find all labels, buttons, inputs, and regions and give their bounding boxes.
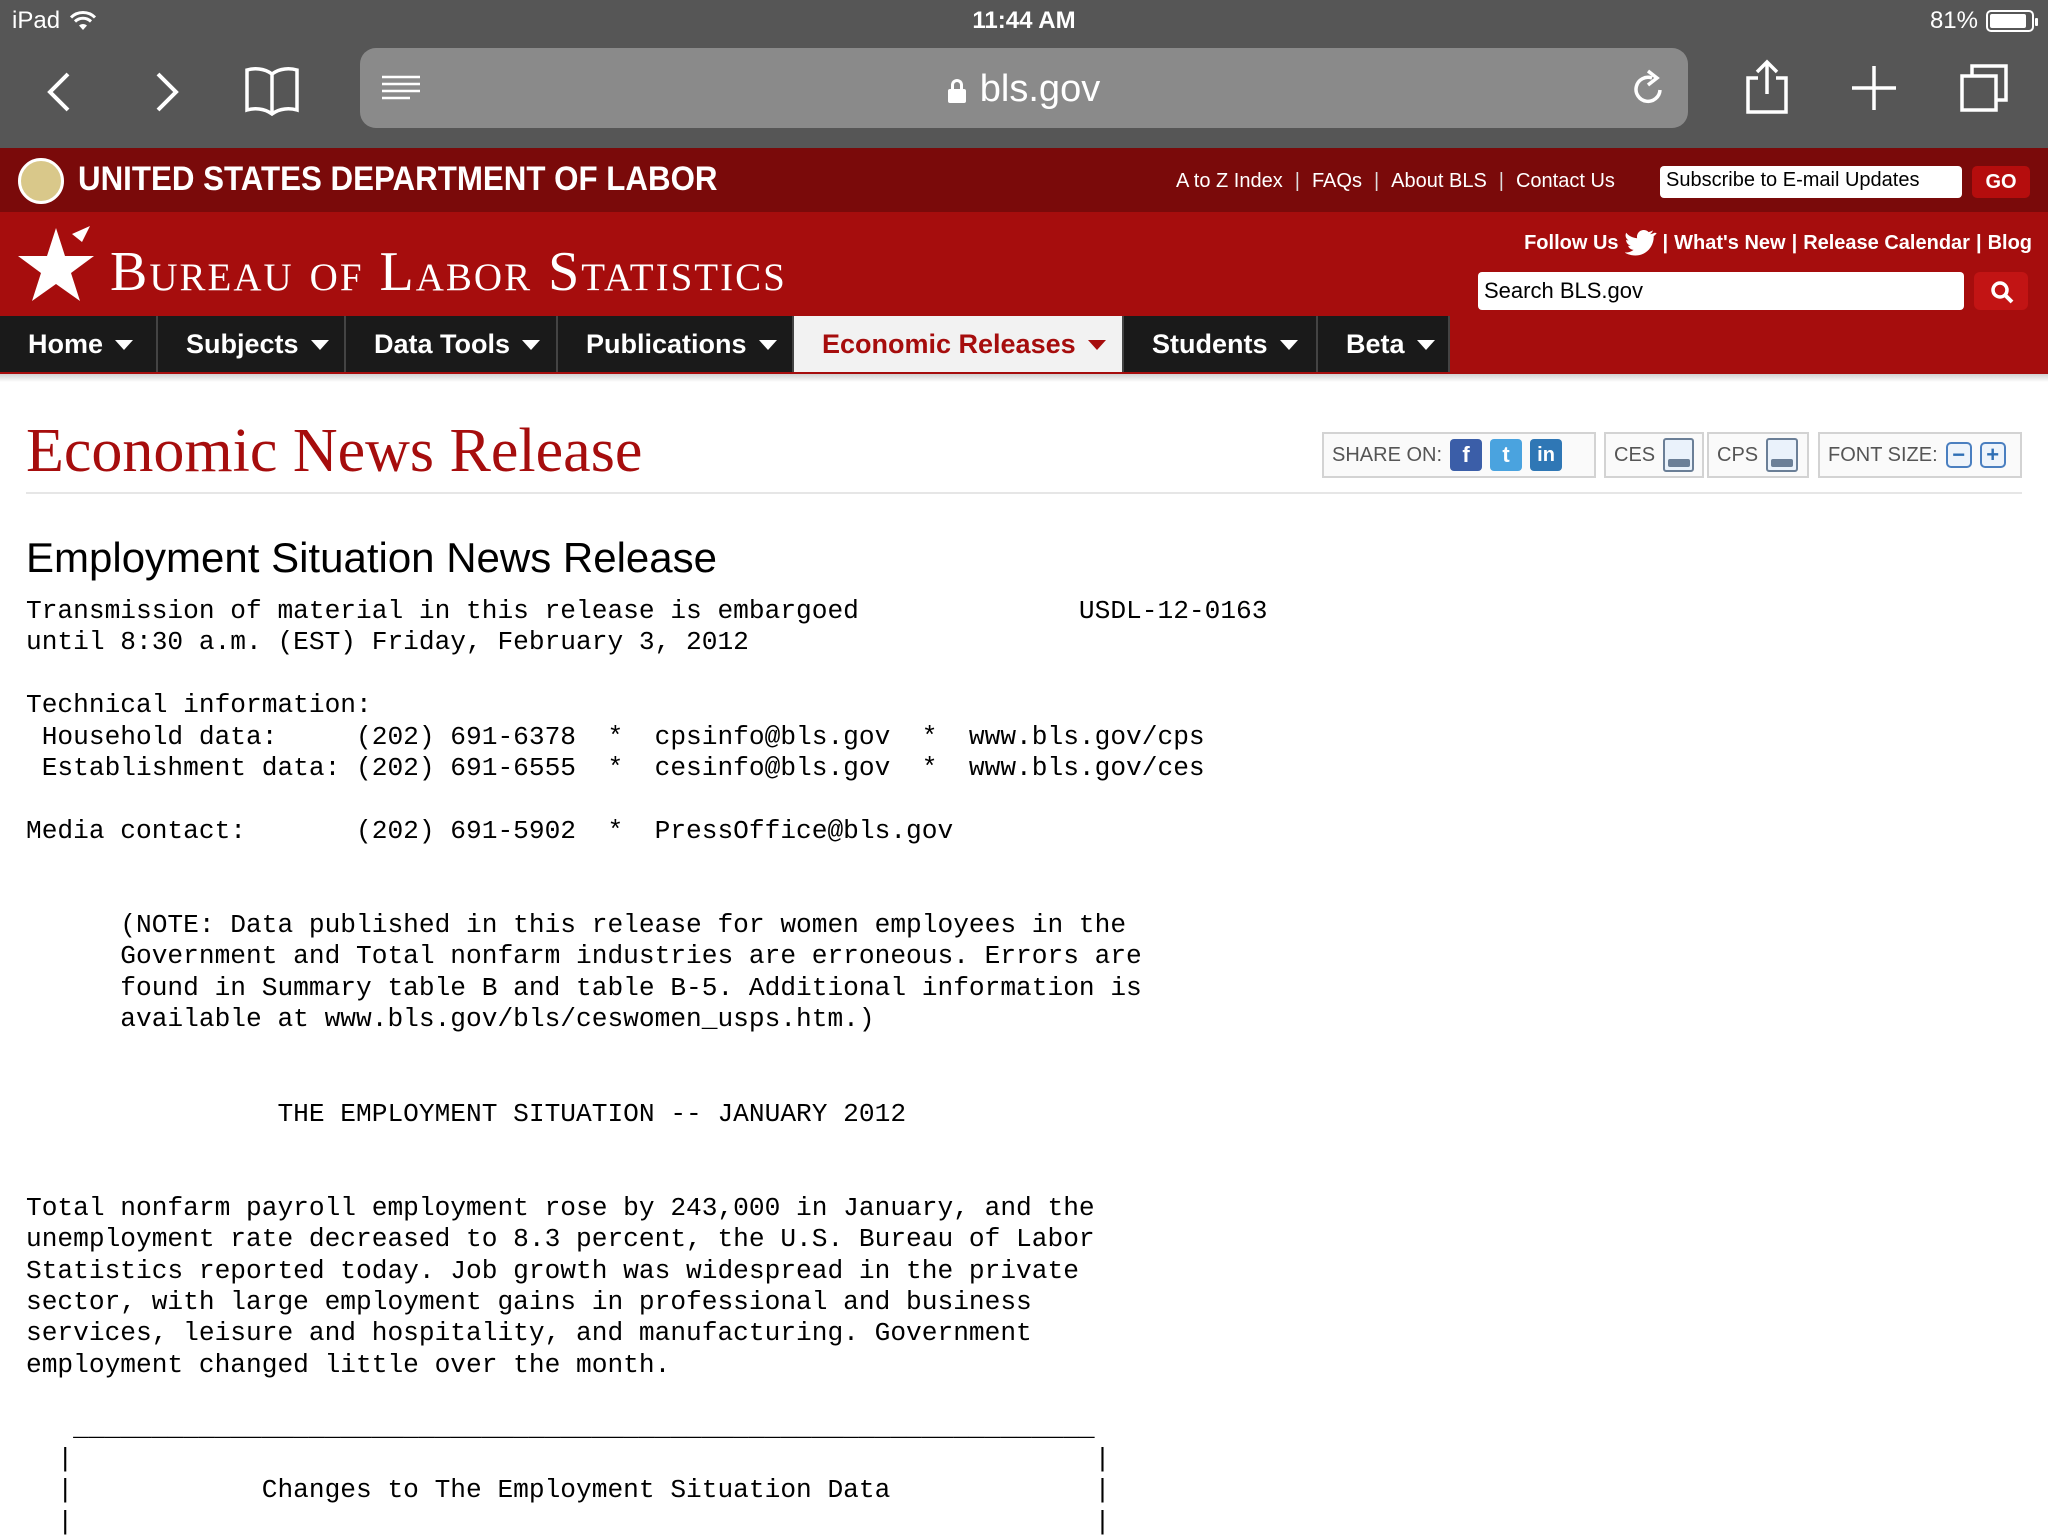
release-line xyxy=(26,784,1268,815)
release-line: until 8:30 a.m. (EST) Friday, February 3, 2012 xyxy=(26,627,749,658)
forward-icon[interactable] xyxy=(152,70,182,114)
release-line: Household data: (202) 691-6378 * cpsinfo@bls.gov * www.bls.gov/cps xyxy=(26,721,1205,752)
whats-new-link[interactable]: What's New xyxy=(1674,231,1786,254)
about-bls-link[interactable]: About BLS xyxy=(1391,170,1487,192)
go-button[interactable]: GO xyxy=(1972,166,2030,198)
share-label: SHARE ON: xyxy=(1332,443,1443,466)
release-line: unemployment rate decreased to 8.3 percent, the U.S. Bureau of Labor xyxy=(26,1224,1095,1255)
release-line: found in Summary table B and table B-5. Additional information is xyxy=(26,972,1142,1003)
release-line: Government and Total nonfarm industries are erroneous. Errors are xyxy=(26,941,1142,972)
heading-divider xyxy=(26,492,2022,494)
caret-down-icon xyxy=(311,340,329,350)
font-size-label: FONT SIZE: xyxy=(1828,443,1938,466)
increase-font-icon[interactable]: + xyxy=(1980,442,2006,468)
status-time: 11:44 AM xyxy=(972,7,1076,34)
release-line: | | xyxy=(26,1506,1111,1536)
release-line: Statistics reported today. Job growth was widespread in the private xyxy=(26,1255,1079,1286)
release-body xyxy=(26,596,1268,1536)
ces-label: CES xyxy=(1614,443,1656,466)
nav-economic-releases[interactable]: Economic Releases xyxy=(794,316,1124,372)
decrease-font-icon[interactable]: − xyxy=(1946,442,1972,468)
release-line: available at www.bls.gov/bls/ceswomen_usps.htm.) xyxy=(26,1004,875,1035)
ces-print-box[interactable] xyxy=(1604,432,1704,478)
bookmarks-icon[interactable] xyxy=(244,64,300,116)
dol-links: A to Z Index | FAQs | About BLS | Contact Us xyxy=(1176,170,1615,192)
caret-down-icon xyxy=(1280,340,1298,350)
twitter-icon[interactable] xyxy=(1625,230,1657,256)
nav-data-tools[interactable]: Data Tools xyxy=(346,316,558,372)
release-line: | Changes to The Employment Situation Data | xyxy=(26,1475,1111,1506)
caret-down-icon xyxy=(115,340,133,350)
url-display[interactable] xyxy=(360,68,1688,111)
release-line xyxy=(26,1161,1268,1192)
new-tab-icon[interactable] xyxy=(1850,64,1898,112)
search-button[interactable] xyxy=(1974,272,2028,310)
printer-icon xyxy=(1766,438,1798,472)
address-bar[interactable] xyxy=(360,48,1688,128)
bls-star-logo[interactable] xyxy=(14,222,98,308)
page-title: Economic News Release xyxy=(26,417,643,485)
dol-header xyxy=(0,148,2048,212)
facebook-icon[interactable]: f xyxy=(1450,439,1482,471)
font-size-box xyxy=(1818,432,2022,478)
release-line xyxy=(26,879,1268,910)
nav-beta[interactable]: Beta xyxy=(1318,316,1450,372)
tabs-icon[interactable] xyxy=(1958,62,2010,114)
caret-down-icon xyxy=(522,340,540,350)
battery-percent: 81% xyxy=(1929,7,1978,34)
release-line xyxy=(26,847,1268,878)
release-line: Transmission of material in this release is embargoed USDL-12-0163 xyxy=(26,596,1268,626)
release-title: Employment Situation News Release xyxy=(26,534,717,581)
reload-icon[interactable] xyxy=(1630,68,1666,108)
main-nav xyxy=(0,316,2048,374)
release-line xyxy=(26,1067,1268,1098)
url-text: bls.gov xyxy=(979,68,1101,110)
nav-shadow xyxy=(0,374,2048,382)
release-line: Media contact: (202) 691-5902 * PressOffice@bls.gov xyxy=(26,815,954,846)
nav-subjects[interactable]: Subjects xyxy=(158,316,346,372)
release-line: THE EMPLOYMENT SITUATION -- JANUARY 2012 xyxy=(26,1098,907,1129)
share-icon[interactable] xyxy=(1744,58,1790,116)
caret-down-icon xyxy=(759,340,777,350)
release-line: _________________________________________________________________ xyxy=(26,1412,1095,1443)
release-line: | | xyxy=(26,1443,1111,1474)
caret-down-icon xyxy=(1417,340,1435,350)
blog-link[interactable]: Blog xyxy=(1987,231,2032,254)
dol-seal-logo[interactable] xyxy=(18,158,64,204)
release-line: sector, with large employment gains in professional and business xyxy=(26,1286,1032,1317)
share-box xyxy=(1322,432,1596,478)
twitter-share-icon[interactable]: t xyxy=(1490,439,1522,471)
a-to-z-link[interactable]: A to Z Index xyxy=(1176,170,1283,192)
battery-icon xyxy=(1986,10,2034,32)
release-calendar-link[interactable]: Release Calendar xyxy=(1803,231,1970,254)
release-line: services, leisure and hospitality, and manufacturing. Government xyxy=(26,1318,1032,1349)
bls-links: Follow Us | What's New | Release Calendar | Blog xyxy=(1524,230,2032,256)
search-input[interactable]: Search BLS.gov xyxy=(1478,272,1964,310)
status-right xyxy=(1930,7,2034,35)
caret-down-icon xyxy=(1088,340,1106,350)
dol-title[interactable]: UNITED STATES DEPARTMENT OF LABOR xyxy=(78,160,718,198)
nav-home[interactable]: Home xyxy=(0,316,158,372)
linkedin-icon[interactable]: in xyxy=(1530,439,1562,471)
lock-icon xyxy=(948,79,966,103)
bls-header xyxy=(0,212,2048,316)
email-subscribe-input[interactable]: Subscribe to E-mail Updates xyxy=(1660,166,1962,198)
release-line xyxy=(26,659,1268,690)
release-line: Total nonfarm payroll employment rose by 243,000 in January, and the xyxy=(26,1192,1095,1223)
search-icon xyxy=(1990,280,2014,304)
release-line xyxy=(26,1130,1268,1161)
release-line: Establishment data: (202) 691-6555 * cesinfo@bls.gov * www.bls.gov/ces xyxy=(26,753,1205,784)
faqs-link[interactable]: FAQs xyxy=(1311,170,1362,192)
back-icon[interactable] xyxy=(44,70,74,114)
release-line: (NOTE: Data published in this release for women employees in the xyxy=(26,910,1127,941)
cps-print-box[interactable] xyxy=(1707,432,1809,478)
follow-us-link[interactable]: Follow Us xyxy=(1524,231,1619,254)
bls-title[interactable]: Bureau of Labor Statistics xyxy=(110,241,787,303)
ios-status-bar xyxy=(0,0,2048,40)
printer-icon xyxy=(1663,438,1694,472)
cps-label: CPS xyxy=(1717,443,1759,466)
contact-us-link[interactable]: Contact Us xyxy=(1515,170,1615,192)
release-line xyxy=(26,1036,1268,1067)
nav-students[interactable]: Students xyxy=(1124,316,1318,372)
release-line: employment changed little over the month. xyxy=(26,1349,671,1380)
release-line: Technical information: xyxy=(26,690,372,721)
nav-publications[interactable]: Publications xyxy=(558,316,794,372)
device-label: iPad xyxy=(12,7,61,34)
browser-toolbar xyxy=(0,40,2048,148)
release-line xyxy=(26,1381,1268,1412)
